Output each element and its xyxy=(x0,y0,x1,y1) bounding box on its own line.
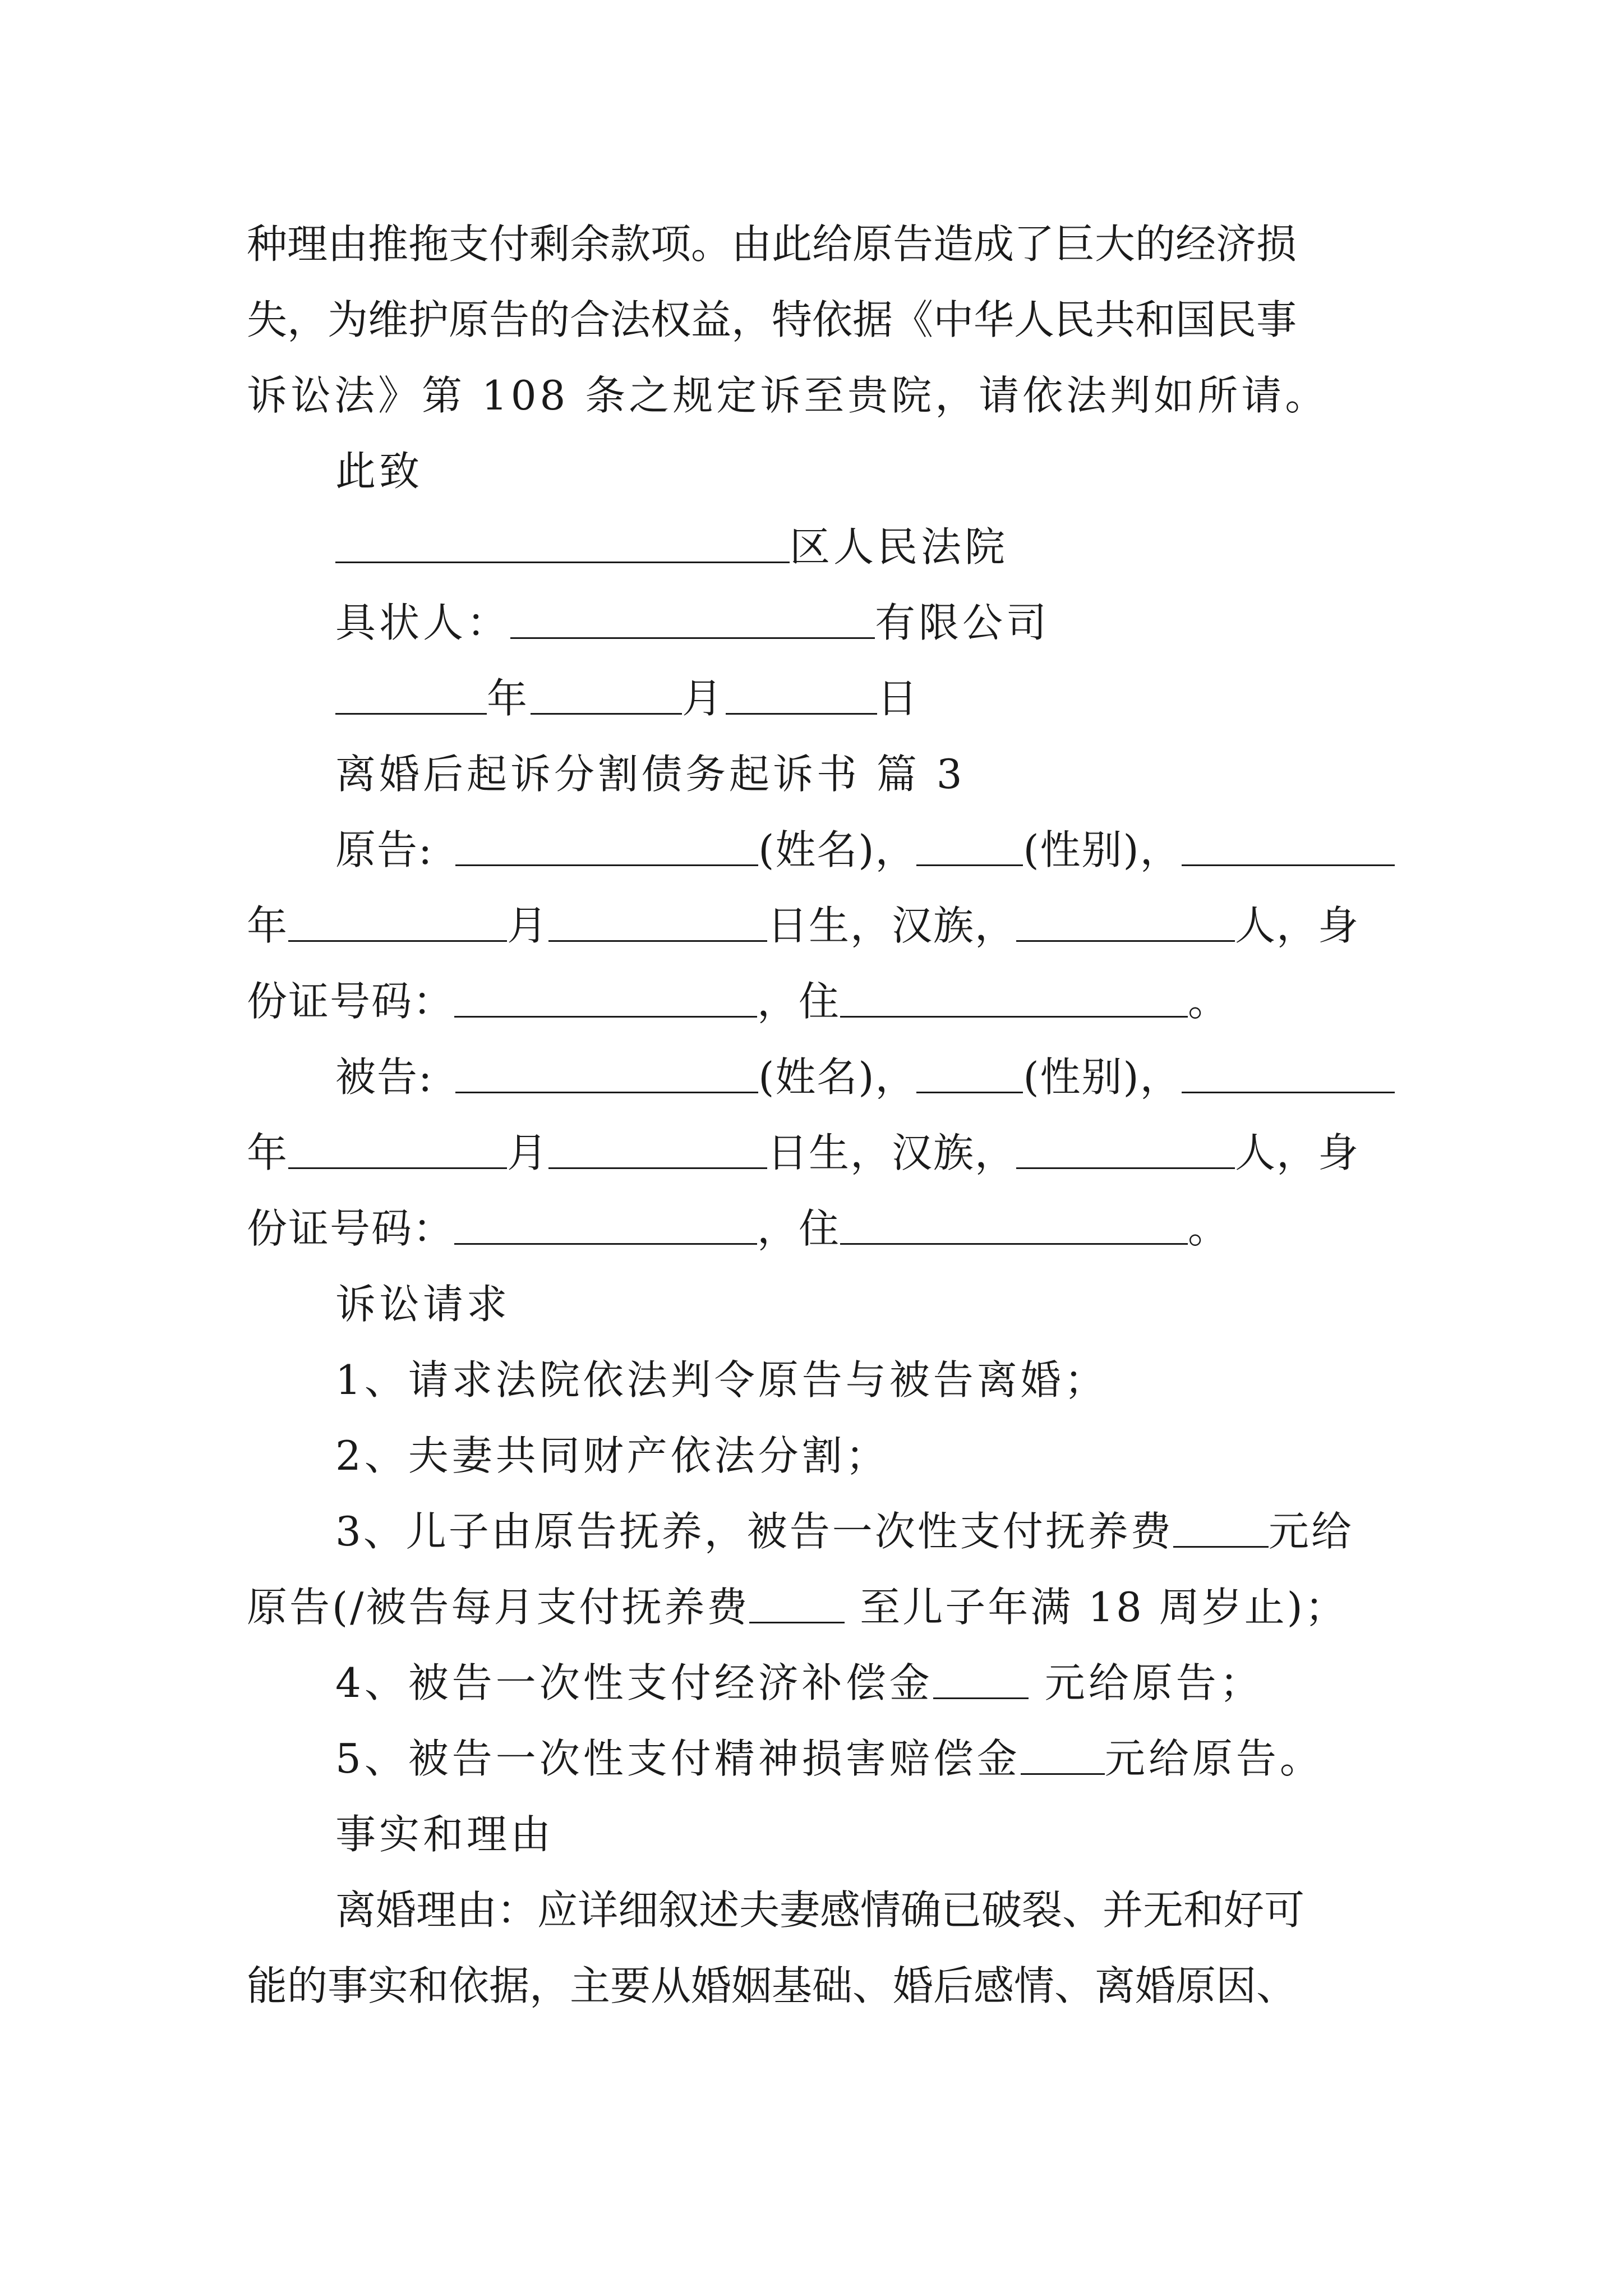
plaintiff-line-2 xyxy=(247,898,1385,954)
fill-blank xyxy=(840,976,1188,1018)
text: 份证号码： xyxy=(247,978,455,1025)
fill-blank xyxy=(1182,1051,1395,1093)
paragraph-line xyxy=(335,1882,1385,1938)
text: 有限公司 xyxy=(875,599,1050,646)
text: 元给原告。 xyxy=(1104,1735,1324,1782)
fill-blank xyxy=(1182,824,1395,866)
text: 区人民法院 xyxy=(790,523,1009,570)
claim-item xyxy=(335,1655,1385,1711)
text: 5、被告一次性支付精神损害赔偿金 xyxy=(335,1735,1021,1782)
text: 元给原告； xyxy=(1028,1659,1264,1706)
claim-item-cont xyxy=(247,1579,1385,1635)
claims-title xyxy=(335,1276,1385,1332)
text: 人，身 xyxy=(1235,902,1360,949)
paragraph-line xyxy=(247,216,1385,272)
text: 年 xyxy=(247,902,289,949)
fill-blank xyxy=(1016,900,1235,942)
text: 。 xyxy=(1188,1205,1230,1252)
text: (性别) xyxy=(1023,1053,1140,1101)
text: 事实和理由 xyxy=(335,1811,555,1858)
court-line xyxy=(335,519,1385,575)
paragraph-line xyxy=(247,292,1385,348)
fill-blank xyxy=(454,976,757,1018)
fill-blank xyxy=(548,900,767,942)
facts-title xyxy=(335,1806,1385,1862)
fill-blank xyxy=(749,1581,845,1623)
text: ，住 xyxy=(757,1205,841,1252)
text: 4、被告一次性支付经济补偿金 xyxy=(335,1659,933,1706)
text: 离婚后起诉分割债务起诉书 篇 3 xyxy=(335,751,966,798)
fill-blank xyxy=(454,1203,757,1245)
text: (姓名) xyxy=(758,826,875,873)
fill-blank xyxy=(726,673,877,715)
text: 元给 xyxy=(1268,1508,1354,1555)
defendant-line-2 xyxy=(247,1125,1385,1181)
text: (姓名) xyxy=(758,1053,875,1101)
date-line xyxy=(335,670,1385,726)
claim-item xyxy=(335,1352,1385,1408)
fill-blank xyxy=(933,1657,1029,1699)
text: (性别) xyxy=(1023,826,1140,873)
fill-blank xyxy=(916,1051,1023,1093)
fill-blank xyxy=(840,1203,1188,1245)
defendant-line-1 xyxy=(335,1049,1385,1105)
fill-blank xyxy=(510,597,875,639)
text: ， xyxy=(875,826,917,873)
plaintiff-line-1 xyxy=(335,822,1385,878)
paragraph-line xyxy=(247,367,1385,424)
text: 原告: xyxy=(335,826,434,873)
fill-blank xyxy=(288,900,507,942)
text: 年 xyxy=(487,675,531,722)
text: 日生，汉族， xyxy=(767,1129,1017,1176)
text: ， xyxy=(1140,1053,1182,1101)
text: 具状人： xyxy=(335,599,511,646)
fill-blank xyxy=(335,521,790,563)
text: 此致 xyxy=(335,448,423,495)
text: 种理由推拖支付剩余款项。由此给原告造成了巨大的经济损 xyxy=(247,220,1297,268)
claim-item xyxy=(335,1428,1385,1484)
text: ， xyxy=(1140,826,1182,873)
plaintiff-line-3 xyxy=(247,973,1385,1029)
fill-blank xyxy=(335,673,487,715)
fill-blank xyxy=(288,1127,507,1169)
text: 月 xyxy=(507,1129,549,1176)
petitioner-line xyxy=(335,595,1385,651)
text: 至儿子年满 18 周岁止)； xyxy=(845,1584,1348,1631)
fill-blank xyxy=(455,824,758,866)
paragraph-line xyxy=(247,1958,1385,2014)
fill-blank xyxy=(1021,1733,1105,1775)
defendant-line-3 xyxy=(247,1200,1385,1257)
text: 份证号码： xyxy=(247,1205,455,1252)
text: 日生，汉族， xyxy=(767,902,1017,949)
text: 诉讼请求 xyxy=(335,1281,511,1328)
fill-blank xyxy=(548,1127,767,1169)
text: 日 xyxy=(877,675,921,722)
section-title xyxy=(335,746,1385,802)
text: 原告(/被告每月支付抚养费 xyxy=(247,1584,750,1631)
text: 月 xyxy=(682,675,726,722)
text: 人，身 xyxy=(1235,1129,1360,1176)
text: 年 xyxy=(247,1129,289,1176)
text: 月 xyxy=(507,902,549,949)
text: ，住 xyxy=(757,978,841,1025)
salutation xyxy=(335,443,1385,499)
text: 能的事实和依据，主要从婚姻基础、婚后感情、离婚原因、 xyxy=(247,1962,1297,2009)
text: 被告: xyxy=(335,1053,434,1101)
text: 1、请求法院依法判令原告与被告离婚； xyxy=(335,1356,1108,1404)
claim-item xyxy=(335,1503,1385,1559)
text: 2、夫妻共同财产依法分割； xyxy=(335,1432,889,1479)
claim-item xyxy=(335,1731,1385,1787)
text: 诉讼法》第 108 条之规定诉至贵院，请依法判如所请。 xyxy=(247,372,1329,419)
text: ， xyxy=(875,1053,917,1101)
text: 3、儿子由原告抚养，被告一次性支付抚养费 xyxy=(335,1508,1173,1555)
fill-blank xyxy=(1173,1506,1269,1548)
text: 离婚理由：应详细叙述夫妻感情确已破裂、并无和好可 xyxy=(335,1887,1305,1934)
fill-blank xyxy=(531,673,682,715)
fill-blank xyxy=(455,1051,758,1093)
text: 。 xyxy=(1188,978,1230,1025)
fill-blank xyxy=(1016,1127,1235,1169)
fill-blank xyxy=(916,824,1023,866)
text: 失，为维护原告的合法权益，特依据《中华人民共和国民事 xyxy=(247,296,1297,343)
